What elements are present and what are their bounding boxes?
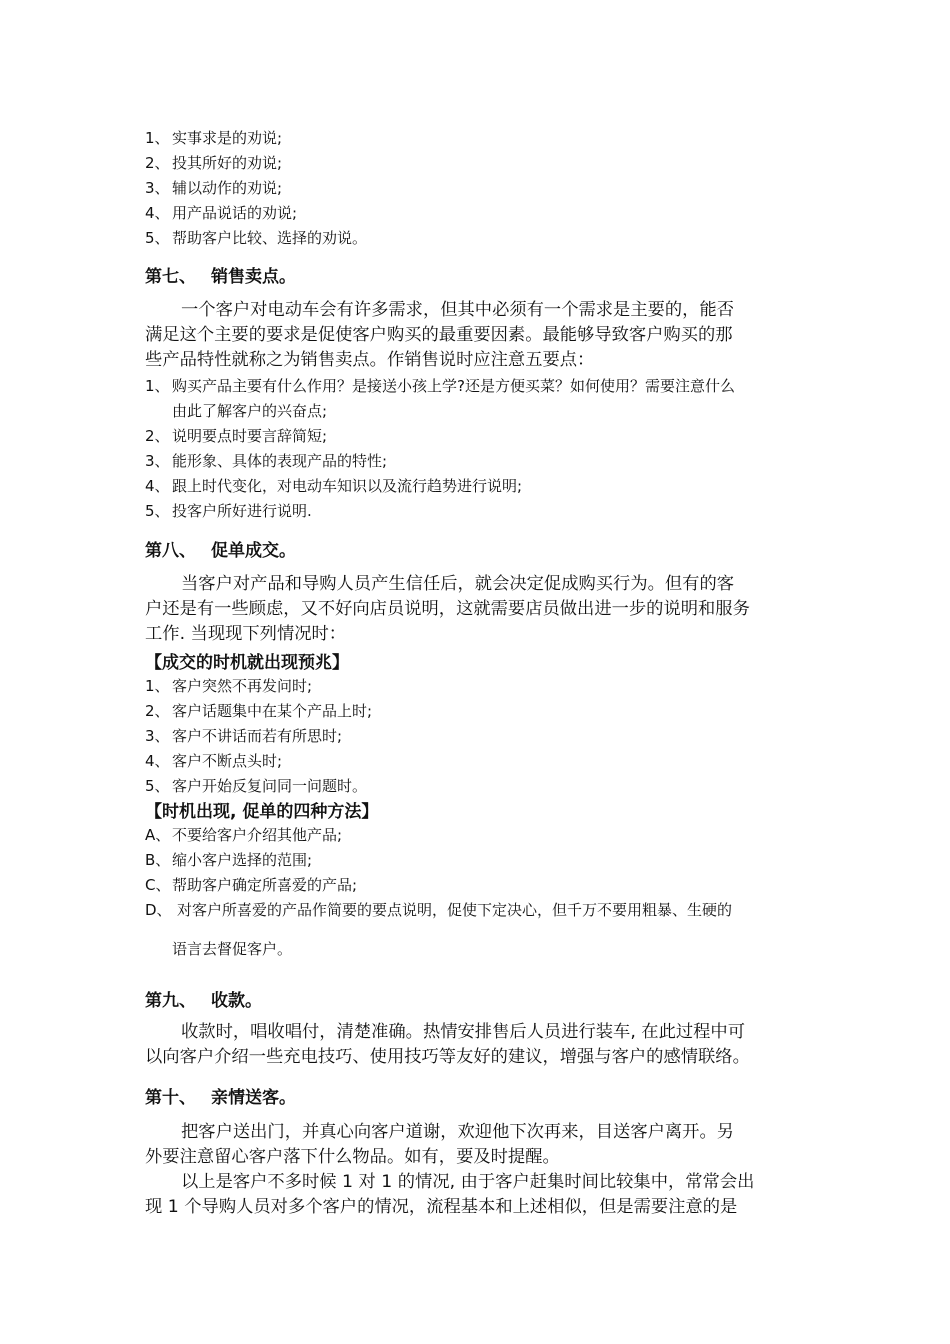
- list-item-continuation: 由此了解客户的兴奋点;: [172, 402, 328, 420]
- list-item: 3、 客户不讲话而若有所思时;: [145, 727, 343, 745]
- list-item: 2、 投其所好的劝说;: [145, 154, 283, 172]
- list-item: 4、 用产品说话的劝说;: [145, 204, 298, 222]
- list-item: 5、 帮助客户比较、选择的劝说。: [145, 229, 368, 247]
- list-item: D、 对客户所喜爱的产品作简要的要点说明，促使下定决心，但千万不要用粗暴、生硬的: [145, 901, 733, 919]
- list-item: 4、 客户不断点头时;: [145, 752, 283, 770]
- list-item: 2、 客户话题集中在某个产品上时;: [145, 702, 373, 720]
- section-heading: 第十、 亲情送客。: [145, 1088, 296, 1108]
- list-item: C、 帮助客户确定所喜爱的产品;: [145, 876, 358, 894]
- list-item: 4、 跟上时代变化，对电动车知识以及流行趋势进行说明;: [145, 477, 523, 495]
- list-item: A、 不要给客户介绍其他产品;: [145, 826, 343, 844]
- list-item: 3、 辅以动作的劝说;: [145, 179, 283, 197]
- list-item: 1、 实事求是的劝说;: [145, 129, 283, 147]
- list-item: 1、 购买产品主要有什么作用？是接送小孩上学?还是方便买菜？如何使用？需要注意什么: [145, 377, 735, 395]
- list-item: B、 缩小客户选择的范围;: [145, 851, 313, 869]
- section-heading: 第七、 销售卖点。: [145, 267, 296, 287]
- paragraph: 一个客户对电动车会有许多需求，但其中必须有一个需求是主要的，能否 满足这个主要的要求是促使客户购买的最重要因素。最能够导致客户购买的那 些产品特性就称之为销售卖点。作销售说时应注意五要点：: [145, 300, 735, 370]
- paragraph: 收款时，唱收唱付，清楚准确。热情安排售后人员进行装车, 在此过程中可 以向客户介绍一些充电技巧、使用技巧等友好的建议，增强与客户的感情联络。: [145, 1022, 750, 1067]
- list-item: 5、 投客户所好进行说明.: [145, 502, 312, 520]
- section-heading: 第八、 促单成交。: [145, 541, 296, 561]
- list-item: 5、 客户开始反复问同一问题时。: [145, 777, 368, 795]
- list-item: 1、 客户突然不再发问时;: [145, 677, 313, 695]
- paragraph: 把客户送出门，并真心向客户道谢，欢迎他下次再来，目送客户离开。另 外要注意留心客户落下什么物品。如有，要及时提醒。 以上是客户不多时候 1 对 1 的情况, 由于客户赶集时间比较集中，常常会出 现 1 个导购人员对多个客户的情况，流程基本和上述相似，但是需要注意的是: [145, 1122, 755, 1217]
- list-item-continuation: 语言去督促客户。: [172, 940, 293, 958]
- subheading: 【成交的时机就出现预兆】: [145, 653, 349, 673]
- subheading: 【时机出现, 促单的四种方法】: [145, 802, 379, 822]
- section-heading: 第九、 收款。: [145, 991, 262, 1011]
- list-item: 2、 说明要点时要言辞简短;: [145, 427, 328, 445]
- paragraph: 当客户对产品和导购人员产生信任后，就会决定促成购买行为。但有的客 户还是有一些顾虑，又不好向店员说明，这就需要店员做出进一步的说明和服务 工作. 当现现下列情况时：: [145, 574, 750, 644]
- list-item: 3、 能形象、具体的表现产品的特性;: [145, 452, 388, 470]
